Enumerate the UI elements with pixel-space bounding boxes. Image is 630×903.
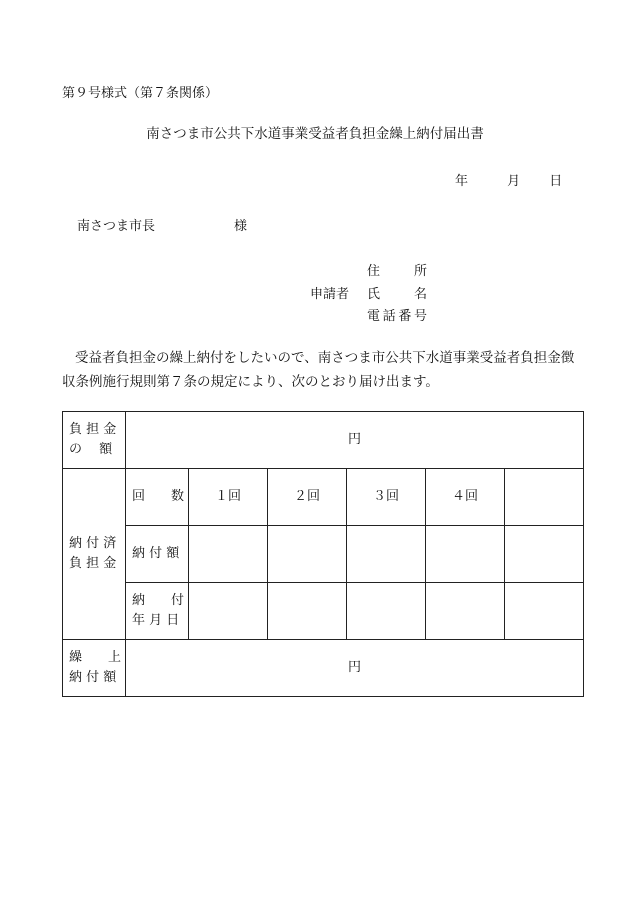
installment-header: ４回 (426, 469, 505, 526)
applicant-label: 申請者 (310, 287, 350, 302)
amount-label-line1: 負 担 金 (69, 422, 117, 437)
paid-label-cell (63, 469, 126, 640)
amount-label-cell (63, 412, 126, 469)
early-label-line2: 納 付 額 (69, 670, 117, 685)
form-number: 第９号様式（第７条関係） (62, 86, 219, 101)
paid-amount-cell[interactable] (347, 526, 426, 583)
count-label-cell (126, 469, 189, 526)
year-label: 年 (455, 174, 469, 189)
paid-label-line1: 納 付 済 (69, 536, 117, 551)
paid-date-cell[interactable] (426, 583, 505, 640)
name-label: 氏 名 (367, 287, 427, 302)
paid-amount-cell[interactable] (426, 526, 505, 583)
addressee-name: 南さつま市長 (77, 219, 156, 234)
paid-amount-label: 納 付 額 (132, 546, 180, 561)
amount-value-cell[interactable] (126, 412, 584, 469)
table-row (63, 526, 584, 583)
table-row (63, 583, 584, 640)
paid-amount-label-cell (126, 526, 189, 583)
address-label: 住 所 (367, 264, 427, 279)
early-value-cell[interactable] (126, 640, 584, 697)
body-text: 受益者負担金の繰上納付をしたいので、南さつま市公共下水道事業受益者負担金徴収条例施行規則第７条の規定により、次のとおり届け出ます。 (62, 350, 575, 390)
paid-date-label-line1: 納 付 (132, 593, 185, 608)
month-label: 月 (507, 174, 521, 189)
table-row (63, 469, 584, 526)
early-label-line1: 繰 上 (69, 650, 122, 665)
tel-label: 電話番号 (367, 309, 427, 324)
installment-header (505, 469, 584, 526)
paid-amount-cell[interactable] (268, 526, 347, 583)
paid-amount-cell[interactable] (189, 526, 268, 583)
amount-unit: 円 (348, 432, 362, 447)
payment-table (62, 411, 584, 697)
paid-label-line2: 負 担 金 (69, 556, 117, 571)
paid-date-label-cell (126, 583, 189, 640)
paid-date-cell[interactable] (505, 583, 584, 640)
addressee-honorific: 様 (234, 219, 248, 234)
paid-date-cell[interactable] (189, 583, 268, 640)
installment-header: １回 (189, 469, 268, 526)
table-row (63, 412, 584, 469)
installment-header: ３回 (347, 469, 426, 526)
paid-date-cell[interactable] (347, 583, 426, 640)
day-label: 日 (549, 174, 563, 189)
document-title: 南さつま市公共下水道事業受益者負担金繰上納付届出書 (146, 126, 484, 142)
table-row (63, 640, 584, 697)
early-unit: 円 (348, 660, 362, 675)
paid-date-cell[interactable] (268, 583, 347, 640)
paid-date-label-line2: 年 月 日 (132, 613, 180, 628)
count-label: 回 数 (132, 489, 185, 504)
paid-amount-cell[interactable] (505, 526, 584, 583)
early-label-cell (63, 640, 126, 697)
amount-label-line2: の 額 (69, 442, 113, 457)
installment-header: ２回 (268, 469, 347, 526)
date-line (455, 170, 562, 189)
